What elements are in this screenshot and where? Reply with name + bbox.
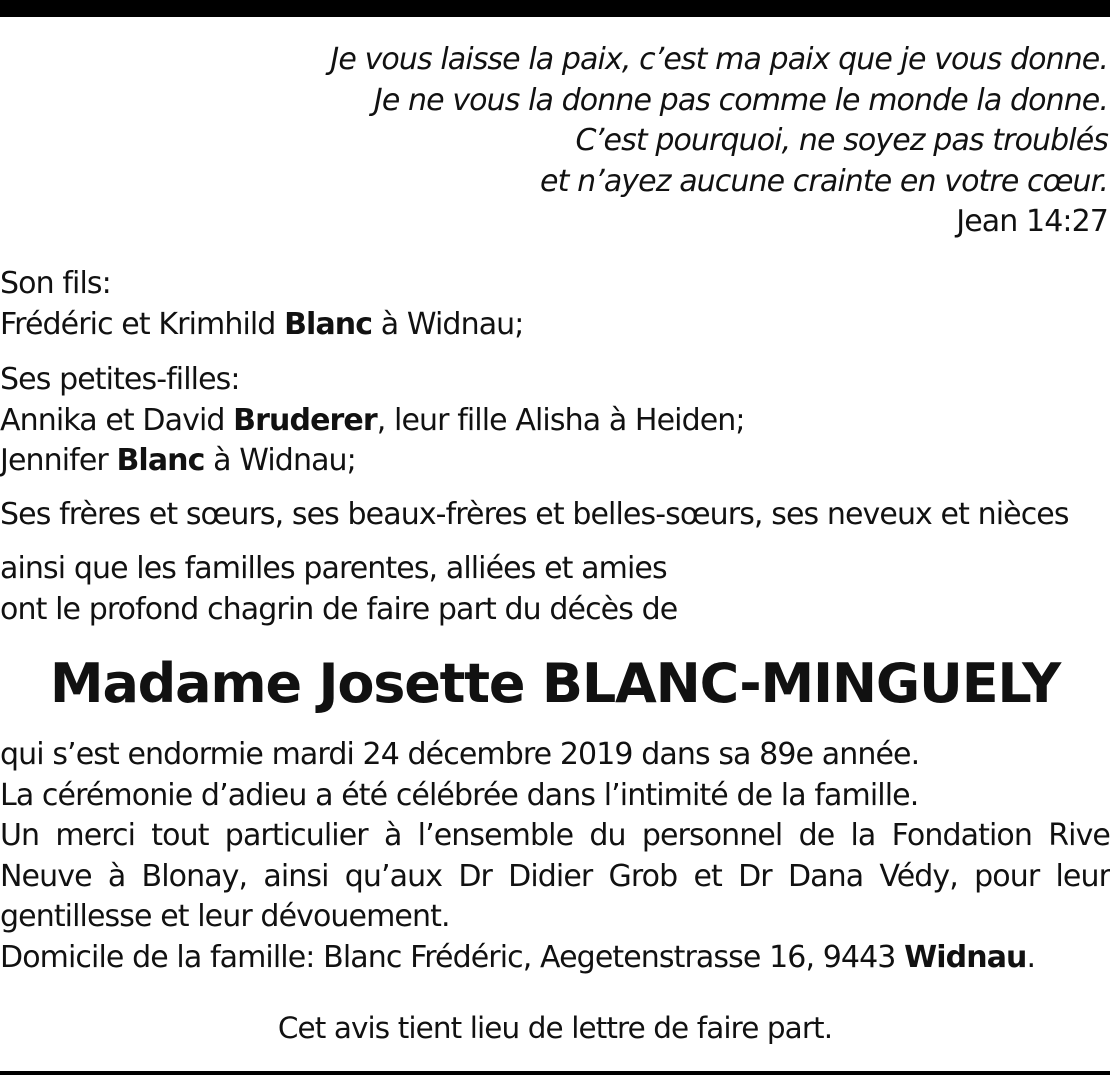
details-block — [0, 735, 1110, 978]
deceased-name: Madame Josette BLANC-MINGUELY — [49, 652, 1061, 715]
bible-quote — [330, 40, 1108, 243]
ceremony-line: La cérémonie d’adieu a été célébrée dans l’intimité de la famille. — [0, 777, 919, 813]
death-date-line: qui s’est endormie mardi 24 décembre 2019 dans sa 89e année. — [0, 737, 920, 772]
granddaughters-block — [0, 360, 1110, 482]
son-block — [0, 264, 1110, 345]
quote-line: et n’ayez aucune crainte en votre cœur. — [540, 163, 1108, 199]
quote-line: Je vous laisse la paix, c’est ma paix que je vous donne. — [330, 42, 1108, 77]
son-heading: Son fils: — [0, 266, 111, 301]
announcement-line: ont le profond chagrin de faire part du décès de — [0, 591, 678, 627]
siblings-line: Ses frères et sœurs, ses beaux-frères et belles-sœurs, ses neveux et nièces — [0, 497, 1069, 532]
closing-note: Cet avis tient lieu de lettre de faire part. — [277, 1011, 833, 1045]
thanks-line: gentillesse et leur dévouement. — [0, 899, 450, 934]
families-line: ainsi que les familles parentes, alliées et amies — [0, 551, 667, 586]
son-line: Frédéric et Krimhild Blanc à Widnau; — [0, 306, 524, 342]
granddaughters-heading: Ses petites-filles: — [0, 362, 240, 397]
quote-line: Je ne vous la donne pas comme le monde la donne. — [373, 82, 1108, 118]
quote-line: C’est pourquoi, ne soyez pas troublés — [575, 123, 1108, 158]
granddaughter-line: Jennifer Blanc à Widnau; — [0, 443, 356, 478]
bottom-rule — [0, 1071, 1110, 1075]
granddaughter-line: Annika et David Bruderer, leur fille Alisha à Heiden; — [0, 402, 745, 438]
quote-reference: Jean 14:27 — [956, 204, 1108, 239]
thanks-line: Un merci tout particulier à l’ensemble du personnel de la Fondation Rive — [0, 818, 1110, 853]
thanks-line: Neuve à Blonay, ainsi qu’aux Dr Didier Grob et Dr Dana Védy, pour leur — [0, 858, 1110, 894]
domicile-line: Domicile de la famille: Blanc Frédéric, Aegetenstrasse 16, 9443 Widnau. — [0, 939, 1036, 975]
families-block — [0, 549, 1110, 630]
top-rule — [0, 0, 1110, 17]
